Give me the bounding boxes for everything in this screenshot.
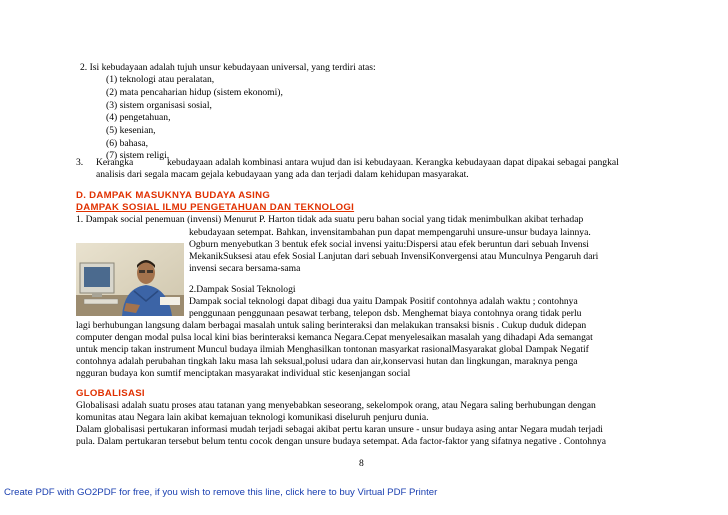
paragraph-2-full-line: computer dengan modal pulsa local kini bias berinteraksi kemanca Negara.Cepat menyelesaikan masalah yang dihadapi Ada semangat [76, 332, 593, 343]
paragraph-1-line: invensi secara bersama-sama [189, 263, 301, 274]
paragraph-2-full-line: contohnya adalah perubahan tingkah laku masa lah seksual,polusi udara dan air,konservasi hutan dan lingkungan, maraknya penga [76, 356, 578, 367]
list-item-3-lead: Kerangka [96, 157, 134, 168]
section-d-subheading: DAMPAK SOSIAL ILMU PENGETAHUAN DAN TEKNOLOGI [76, 202, 355, 213]
list-item-3-continuation: analisis dari segala macam gejala kebudayaan yang ada dan terjadi dalam kehidupan masyarakat. [96, 169, 469, 180]
globalisasi-line: Dalam globalisasi pertukaran informasi mudah terjadi sebagai akibat pertu karan unsure - unsur budaya asing antar Negara mudah terjadi [76, 424, 603, 435]
paragraph-1-line: kebudayaan setempat. Bahkan, invensitambahan pun dapat mempengaruhi unsure-unsur budaya lainnya. [189, 227, 591, 238]
subitem-7: (7) sistem religi. [106, 150, 170, 161]
paragraph-2-title: 2.Dampak Sosial Teknologi [189, 284, 296, 295]
subitem-5: (5) kesenian, [106, 125, 156, 136]
list-item-3-number: 3. [76, 157, 84, 168]
list-item-3-text: kebudayaan adalah kombinasi antara wujud dan isi kebudayaan. Kerangka kebudayaan dapat dipakai sebagai pangkal [167, 157, 619, 168]
section-d-heading: D. DAMPAK MASUKNYA BUDAYA ASING [76, 190, 271, 201]
go2pdf-footer-link[interactable]: Create PDF with GO2PDF for free, if you wish to remove this line, click here to buy Virtual PDF Printer [4, 487, 438, 498]
paragraph-2-line: Dampak social teknologi dapat dibagi dua yaitu Dampak Positif contohnya adalah waktu ; contohnya [189, 296, 578, 307]
subitem-2: (2) mata pencaharian hidup (sistem ekonomi), [106, 87, 283, 98]
paragraph-1-line: Ogburn menyebutkan 3 bentuk efek social invensi yaitu:Dispersi atau efek beruntun dari sebuah Invensi [189, 239, 589, 250]
subitem-1: (1) teknologi atau peralatan, [106, 74, 215, 85]
subitem-6: (6) bahasa, [106, 138, 149, 149]
globalisasi-line: pula. Dalam pertukaran tersebut belum tentu cocok dengan unsure budaya setempat. Ada factor-faktor yang sifatnya negative . Contohnya [76, 436, 606, 447]
man-at-computer-photo [76, 243, 184, 316]
paragraph-1-first-line: 1. Dampak social penemuan (invensi) Menurut P. Harton tidak ada suatu peru bahan social yang tidak menimbulkan akibat terhadap [76, 214, 584, 225]
paragraph-2-full-line: untuk mencip takan instrument Muncul budaya ilmiah Menghasilkan tontonan masyarkat rasionalMasyarakat global Dampak Negatif [76, 344, 589, 355]
globalisasi-line: Globalisasi adalah suatu proses atau tatanan yang menyebabkan seseorang, sekelompok orang, atau Negara saling berhubungan dengan [76, 400, 596, 411]
page-number: 8 [359, 458, 364, 469]
subitem-3: (3) sistem organisasi sosial, [106, 100, 212, 111]
globalisasi-line: komunitas atau Negara lain akibat kemajuan teknologi komunikasi diseluruh penjuru dunia. [76, 412, 429, 423]
subitem-4: (4) pengetahuan, [106, 112, 171, 123]
list-item-2: 2. Isi kebudayaan adalah tujuh unsur kebudayaan universal, yang terdiri atas: [80, 62, 376, 73]
paragraph-2-full-line: lagi berhubungan langsung dalam berbagai masalah untuk saling berinteraksi dan melakukan transaksi bisnis . Cukup duduk didepan [76, 320, 587, 331]
paragraph-2-line: penggunaan penggunaan pesawat terbang, telepon dsb. Menghemat biaya contohnya orang tidak perlu [189, 308, 582, 319]
paragraph-2-full-line: ngguran budaya kon sumtif menciptakan masyarakat individual stic kesenjangan social [76, 368, 411, 379]
globalisasi-heading: GLOBALISASI [76, 388, 145, 399]
paragraph-1-line: MekanikSuksesi atau efek Sosial Lanjutan dari sebuah InvensiKonvergensi atau Munculnya Pengaruh dari [189, 251, 599, 262]
